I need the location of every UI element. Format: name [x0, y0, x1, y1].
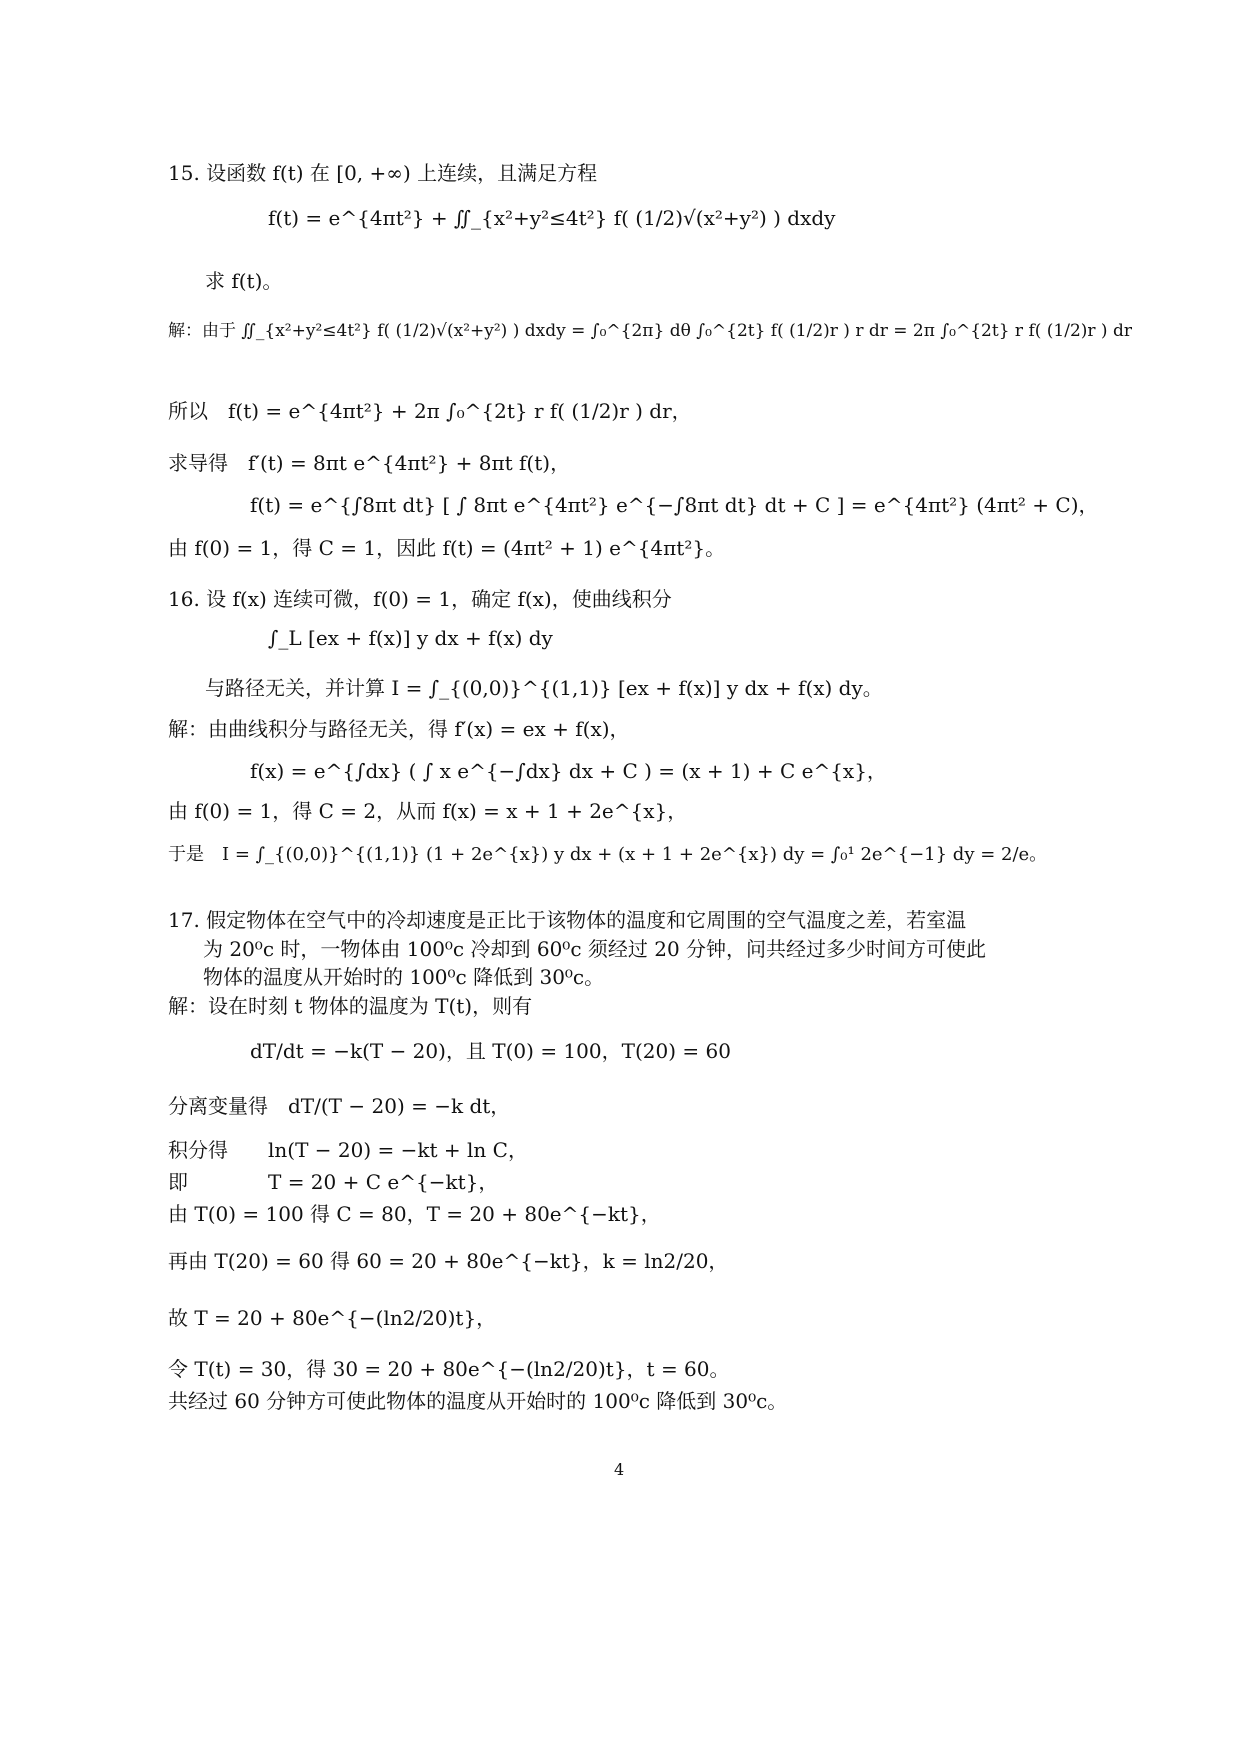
- problem-15-solution-3: 求导得 f′(t) = 8πt e^{4πt²} + 8πt f(t)，: [168, 451, 571, 475]
- problem-17-solution-8: 故 T = 20 + 80e^{−(ln2/20)t}，: [168, 1306, 497, 1330]
- problem-16-question: 与路径无关，并计算 I = ∫_{(0,0)}^{(1,1)} [ex + f(x)] y dx + f(x) dy。: [205, 676, 883, 700]
- problem-17-solution-2: dT/dt = −k(T − 20)，且 T(0) = 100，T(20) = 60: [250, 1039, 731, 1063]
- problem-15-equation: f(t) = e^{4πt²} + ∬_{x²+y²≤4t²} f( (1/2)√(x²+y²) ) dxdy: [268, 206, 836, 230]
- problem-17-solution-9: 令 T(t) = 30，得 30 = 20 + 80e^{−(ln2/20)t}，t = 60。: [168, 1357, 730, 1381]
- problem-17-solution-5: 即 T = 20 + C e^{−kt}，: [168, 1170, 499, 1194]
- problem-15-question: 求 f(t)。: [205, 269, 283, 293]
- problem-15-solution-4: f(t) = e^{∫8πt dt} [ ∫ 8πt e^{4πt²} e^{−∫8πt dt} dt + C ] = e^{4πt²} (4πt² + C)，: [250, 493, 1099, 517]
- problem-16-solution-2: f(x) = e^{∫dx} ( ∫ x e^{−∫dx} dx + C ) = (x + 1) + C e^{x}，: [250, 759, 887, 783]
- problem-17-solution-7: 再由 T(20) = 60 得 60 = 20 + 80e^{−kt}，k = ln2/20，: [168, 1249, 729, 1273]
- problem-17-solution-6: 由 T(0) = 100 得 C = 80，T = 20 + 80e^{−kt}，: [168, 1202, 661, 1226]
- problem-15-solution-1: 解：由于 ∬_{x²+y²≤4t²} f( (1/2)√(x²+y²) ) dxdy = ∫₀^{2π} dθ ∫₀^{2t} f( (1/2)r ) r dr = 2π ∫₀^{2t} r f( (1/2)r ) dr: [168, 321, 1132, 341]
- problem-16-integral: ∫_L [ex + f(x)] y dx + f(x) dy: [268, 626, 553, 650]
- problem-16-solution-4: 于是 I = ∫_{(0,0)}^{(1,1)} (1 + 2e^{x}) y dx + (x + 1 + 2e^{x}) dy = ∫₀¹ 2e^{−1} dy = 2/e。: [168, 844, 1048, 865]
- problem-17-solution-1: 解：设在时刻 t 物体的温度为 T(t)，则有: [168, 994, 533, 1018]
- problem-15-solution-2: 所以 f(t) = e^{4πt²} + 2π ∫₀^{2t} r f( (1/2)r ) dr，: [168, 399, 692, 423]
- problem-16-solution-3: 由 f(0) = 1，得 C = 2，从而 f(x) = x + 1 + 2e^{x}，: [168, 799, 688, 823]
- problem-17-statement-2: 为 20⁰c 时，一物体由 100⁰c 冷却到 60⁰c 须经过 20 分钟，问共经过多少时间方可使此: [203, 937, 987, 961]
- problem-17-solution-4: 积分得 ln(T − 20) = −kt + ln C，: [168, 1138, 528, 1162]
- problem-15-statement: 15. 设函数 f(t) 在 [0, +∞) 上连续，且满足方程: [168, 161, 598, 185]
- problem-17-solution-3: 分离变量得 dT/(T − 20) = −k dt，: [168, 1094, 511, 1118]
- problem-16-solution-1: 解：由曲线积分与路径无关，得 f′(x) = ex + f(x)，: [168, 717, 630, 741]
- problem-17-solution-10: 共经过 60 分钟方可使此物体的温度从开始时的 100⁰c 降低到 30⁰c。: [168, 1389, 788, 1413]
- problem-15-solution-5: 由 f(0) = 1，得 C = 1，因此 f(t) = (4πt² + 1) e^{4πt²}。: [168, 536, 726, 560]
- problem-16-statement: 16. 设 f(x) 连续可微，f(0) = 1，确定 f(x)，使曲线积分: [168, 587, 672, 611]
- problem-17-statement-3: 物体的温度从开始时的 100⁰c 降低到 30⁰c。: [203, 965, 605, 989]
- page-number: 4: [614, 1460, 625, 1479]
- problem-17-statement-1: 17. 假定物体在空气中的冷却速度是正比于该物体的温度和它周围的空气温度之差，若室温: [168, 908, 967, 932]
